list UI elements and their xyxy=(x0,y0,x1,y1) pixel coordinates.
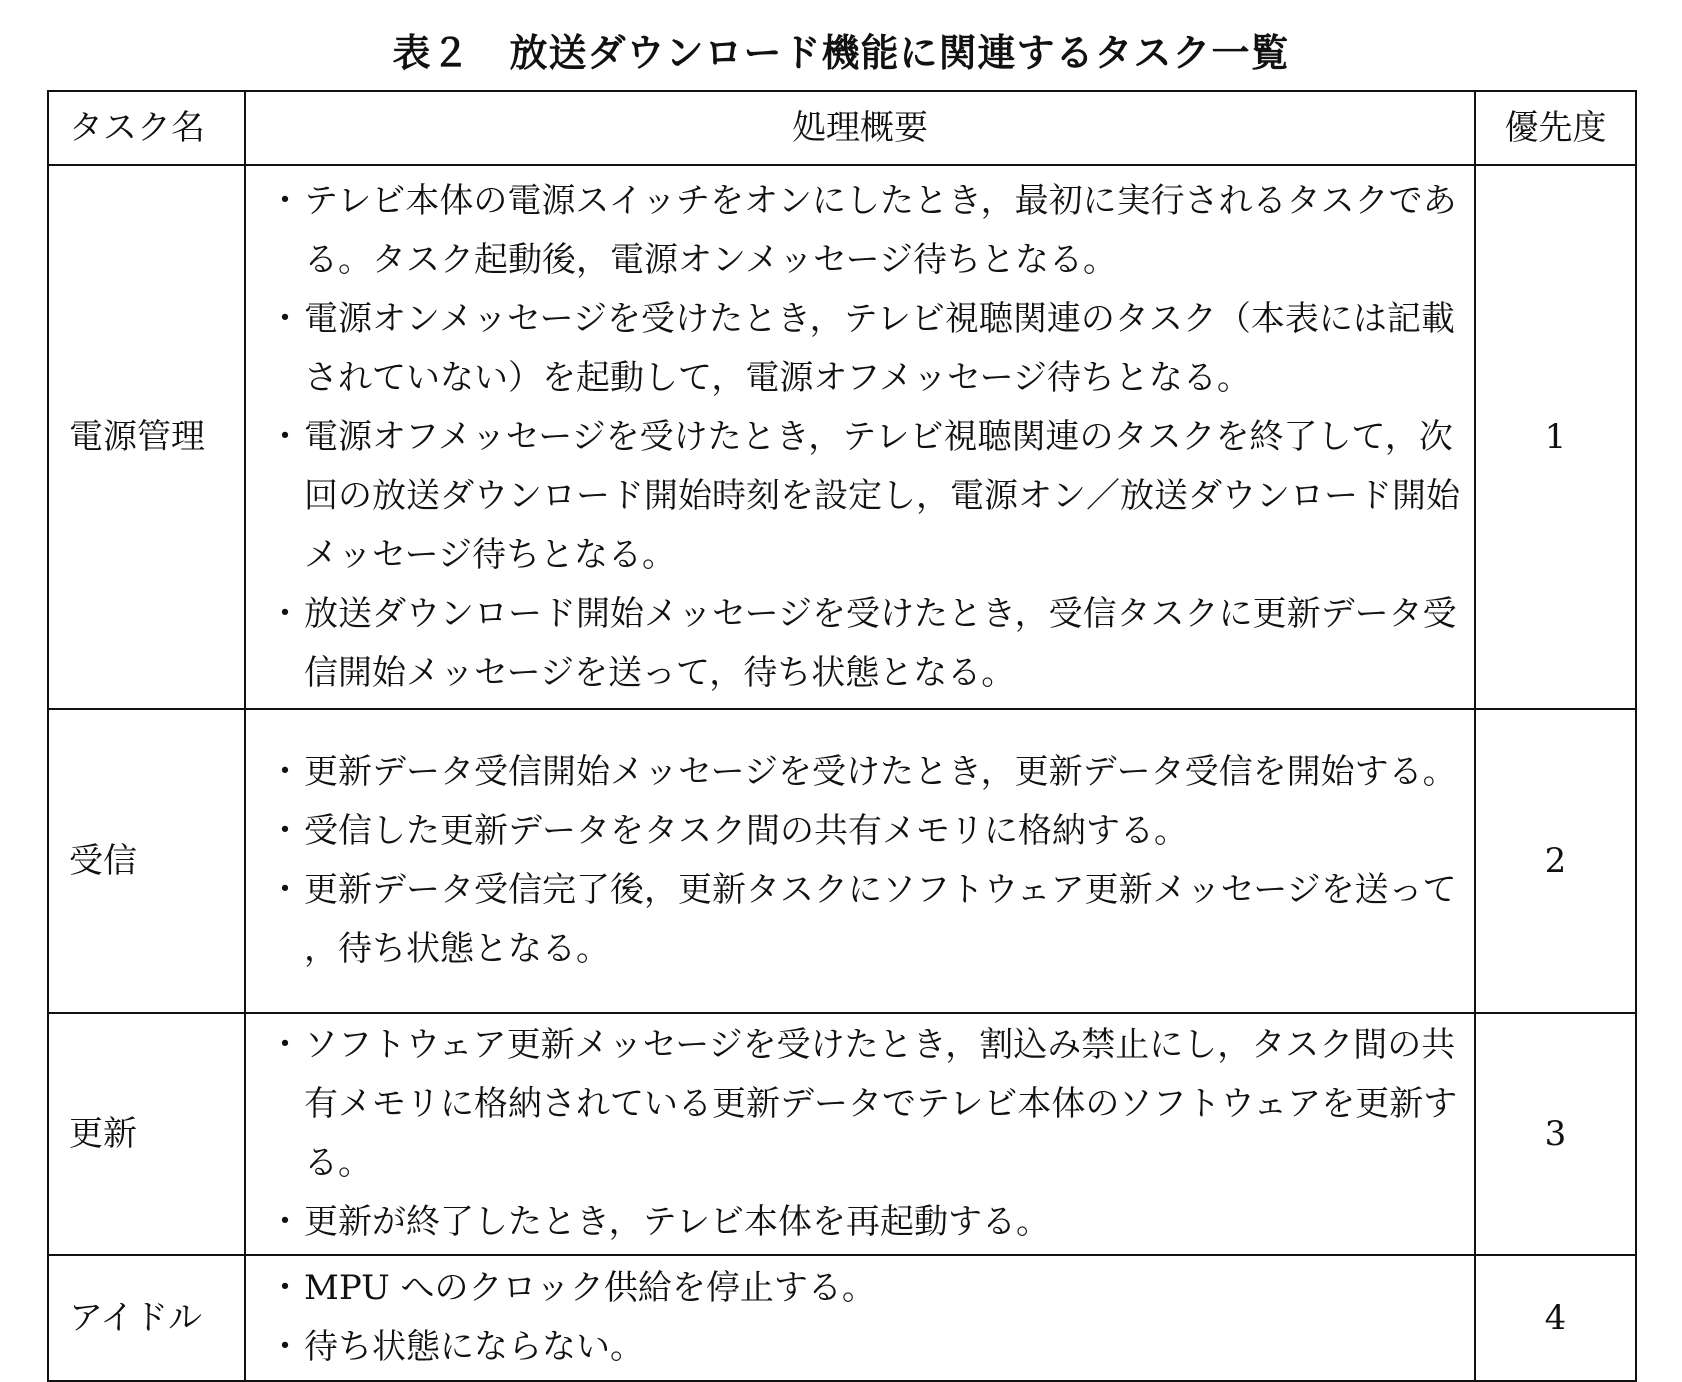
summary-item: ・ テレビ本体の電源スイッチをオンにしたとき，最初に実行されるタスクである。タスク起動後，電源オンメッセージ待ちとなる。 xyxy=(276,172,1460,290)
task-name-cell: アイドル xyxy=(48,1255,245,1381)
summary-item: ・ 電源オンメッセージを受けたとき，テレビ視聴関連のタスク（本表には記載されていない）を起動して，電源オフメッセージ待ちとなる。 xyxy=(276,290,1460,408)
task-name-cell: 受信 xyxy=(48,709,245,1013)
summary-item: ・ 更新データ受信完了後，更新タスクにソフトウェア更新メッセージを送って，待ち状態となる。 xyxy=(276,861,1460,979)
task-name-cell: 電源管理 xyxy=(48,165,245,709)
summary-item: ・ 更新が終了したとき，テレビ本体を再起動する。 xyxy=(276,1193,1460,1252)
summary-cell xyxy=(245,709,1475,1013)
task-table xyxy=(47,90,1637,1382)
table-title: 表２ 放送ダウンロード機能に関連するタスク一覧 xyxy=(392,31,1290,75)
header-priority: 優先度 xyxy=(1475,91,1636,165)
summary-list xyxy=(276,743,1460,979)
table-row xyxy=(48,165,1636,709)
summary-item: ・ 電源オフメッセージを受けたとき，テレビ視聴関連のタスクを終了して，次回の放送ダウンロード開始時刻を設定し，電源オン／放送ダウンロード開始メッセージ待ちとなる。 xyxy=(276,408,1460,585)
priority-cell: 3 xyxy=(1475,1013,1636,1255)
summary-cell xyxy=(245,1255,1475,1381)
table-row xyxy=(48,1255,1636,1381)
summary-list xyxy=(276,172,1460,703)
header-task-name: タスク名 xyxy=(48,91,245,165)
summary-item: ・ MPU へのクロック供給を停止する。 xyxy=(276,1259,1460,1318)
header-summary: 処理概要 xyxy=(245,91,1475,165)
summary-cell xyxy=(245,165,1475,709)
summary-list xyxy=(276,1259,1460,1377)
table-row xyxy=(48,1013,1636,1255)
summary-list xyxy=(276,1016,1460,1252)
priority-cell: 2 xyxy=(1475,709,1636,1013)
summary-item: ・ 放送ダウンロード開始メッセージを受けたとき，受信タスクに更新データ受信開始メッセージを送って，待ち状態となる。 xyxy=(276,585,1460,703)
header-row xyxy=(48,91,1636,165)
priority-cell: 4 xyxy=(1475,1255,1636,1381)
table-row xyxy=(48,709,1636,1013)
summary-cell xyxy=(245,1013,1475,1255)
summary-item: ・ 受信した更新データをタスク間の共有メモリに格納する。 xyxy=(276,802,1460,861)
summary-item: ・ 待ち状態にならない。 xyxy=(276,1318,1460,1377)
summary-item: ・ ソフトウェア更新メッセージを受けたとき，割込み禁止にし，タスク間の共有メモリに格納されている更新データでテレビ本体のソフトウェアを更新する。 xyxy=(276,1016,1460,1193)
task-name-cell: 更新 xyxy=(48,1013,245,1255)
priority-cell: 1 xyxy=(1475,165,1636,709)
summary-item: ・ 更新データ受信開始メッセージを受けたとき，更新データ受信を開始する。 xyxy=(276,743,1460,802)
